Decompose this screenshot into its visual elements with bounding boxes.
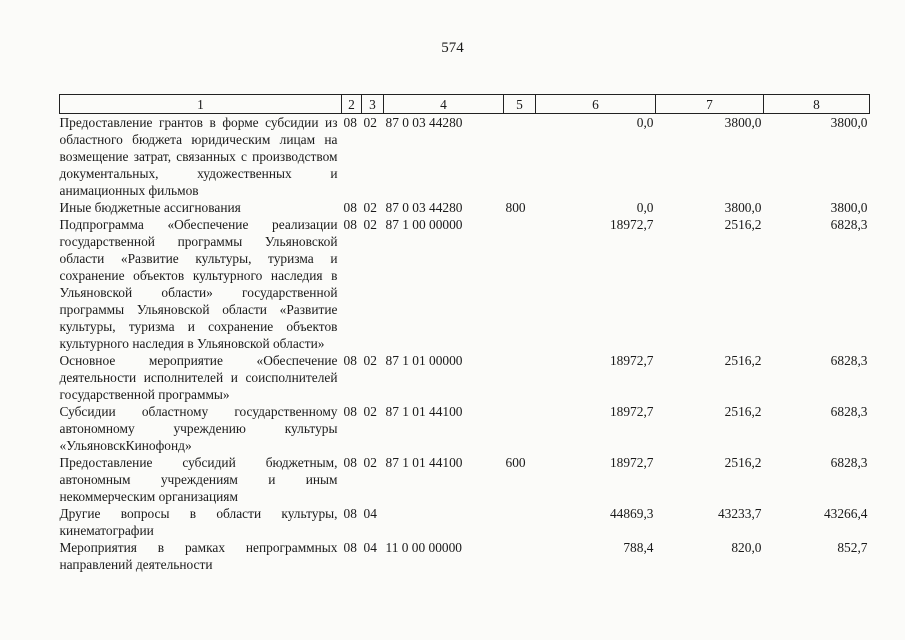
cell-v3: 6828,3 [830, 455, 868, 470]
cell-name: Иные бюджетные ассигнования [59, 200, 241, 215]
column-header-3: 3 [362, 95, 384, 114]
column-header-5: 5 [504, 95, 536, 114]
cell-pr: 04 [363, 506, 377, 521]
cell-pr: 02 [363, 404, 377, 419]
cell-csr: 87 1 01 00000 [385, 353, 463, 368]
cell-csr: 87 1 01 44100 [385, 455, 463, 470]
cell-v3: 6828,3 [830, 353, 868, 368]
table-row [60, 403, 870, 454]
cell-vr [504, 539, 536, 573]
cell-pr: 02 [363, 115, 377, 130]
cell-v3: 6828,3 [830, 404, 868, 419]
column-header-1: 1 [60, 95, 342, 114]
cell-v1: 44869,3 [609, 506, 654, 521]
column-header-4: 4 [384, 95, 504, 114]
header-row [60, 95, 870, 114]
cell-name: Мероприятия в рамках непрограммных направлений деятельности [59, 540, 338, 572]
cell-rz: 08 [343, 506, 357, 521]
column-header-2: 2 [342, 95, 362, 114]
cell-vr [504, 216, 536, 352]
cell-v1: 18972,7 [609, 353, 654, 368]
cell-csr: 87 1 00 00000 [385, 217, 463, 232]
cell-vr [504, 505, 536, 539]
cell-vr [504, 114, 536, 200]
cell-v1: 18972,7 [609, 404, 654, 419]
cell-name: Другие вопросы в области культуры, кинематографии [59, 506, 338, 538]
cell-name: Предоставление грантов в форме субсидии из областного бюджета юридическим лицам на возмещение затрат, связанных с производством документальных, художественных и анимационных фильмов [59, 115, 338, 198]
table-row [60, 505, 870, 539]
cell-v1: 18972,7 [609, 455, 654, 470]
cell-v3: 6828,3 [830, 217, 868, 232]
column-header-6: 6 [536, 95, 656, 114]
cell-vr: 800 [505, 200, 526, 215]
cell-v2: 2516,2 [724, 455, 762, 470]
cell-pr: 04 [363, 540, 377, 555]
table-row [60, 539, 870, 573]
cell-rz: 08 [343, 200, 357, 215]
cell-v1: 788,4 [623, 540, 654, 555]
cell-v1: 18972,7 [609, 217, 654, 232]
cell-v3: 3800,0 [830, 115, 868, 130]
cell-rz: 08 [343, 540, 357, 555]
cell-name: Субсидии областному государственному автономному учреждению культуры «УльяновскКинофонд» [59, 404, 338, 453]
cell-name: Подпрограмма «Обеспечение реализации государственной программы Ульяновской области «Развитие культуры, туризма и сохранение объектов культурного наследия в Ульяновской области» государственной программы Ульяновской области «Развитие культуры, туризма и сохранение объектов культурного наследия в Ульяновской области» [59, 217, 338, 351]
cell-v2: 3800,0 [724, 115, 762, 130]
cell-v2: 3800,0 [724, 200, 762, 215]
cell-v1: 0,0 [636, 115, 654, 130]
cell-name: Основное мероприятие «Обеспечение деятельности исполнителей и соисполнителей государственной программы» [59, 353, 338, 402]
cell-rz: 08 [343, 353, 357, 368]
column-header-7: 7 [656, 95, 764, 114]
cell-pr: 02 [363, 353, 377, 368]
cell-v1: 0,0 [636, 200, 654, 215]
cell-vr [504, 403, 536, 454]
cell-v2: 2516,2 [724, 353, 762, 368]
cell-pr: 02 [363, 200, 377, 215]
cell-name: Предоставление субсидий бюджетным, автономным учреждениям и иным некоммерческим организациям [59, 455, 338, 504]
cell-v3: 852,7 [837, 540, 868, 555]
table-body [60, 114, 870, 574]
cell-v2: 43233,7 [717, 506, 762, 521]
cell-rz: 08 [343, 115, 357, 130]
cell-rz: 08 [343, 455, 357, 470]
cell-vr [504, 352, 536, 403]
cell-csr [384, 505, 504, 539]
table-row [60, 114, 870, 200]
table-row [60, 352, 870, 403]
cell-v2: 2516,2 [724, 217, 762, 232]
budget-table [59, 94, 870, 573]
cell-rz: 08 [343, 217, 357, 232]
table-row [60, 199, 870, 216]
cell-rz: 08 [343, 404, 357, 419]
page-number: 574 [441, 40, 464, 56]
cell-csr: 87 0 03 44280 [385, 200, 463, 215]
cell-csr: 87 0 03 44280 [385, 115, 463, 130]
table-row [60, 454, 870, 505]
cell-csr: 87 1 01 44100 [385, 404, 463, 419]
table-row [60, 216, 870, 352]
cell-pr: 02 [363, 455, 377, 470]
cell-pr: 02 [363, 217, 377, 232]
cell-csr: 11 0 00 00000 [385, 540, 462, 555]
cell-v2: 2516,2 [724, 404, 762, 419]
cell-v3: 3800,0 [830, 200, 868, 215]
cell-v2: 820,0 [731, 540, 762, 555]
cell-vr: 600 [505, 455, 526, 470]
column-header-8: 8 [764, 95, 870, 114]
cell-v3: 43266,4 [823, 506, 868, 521]
